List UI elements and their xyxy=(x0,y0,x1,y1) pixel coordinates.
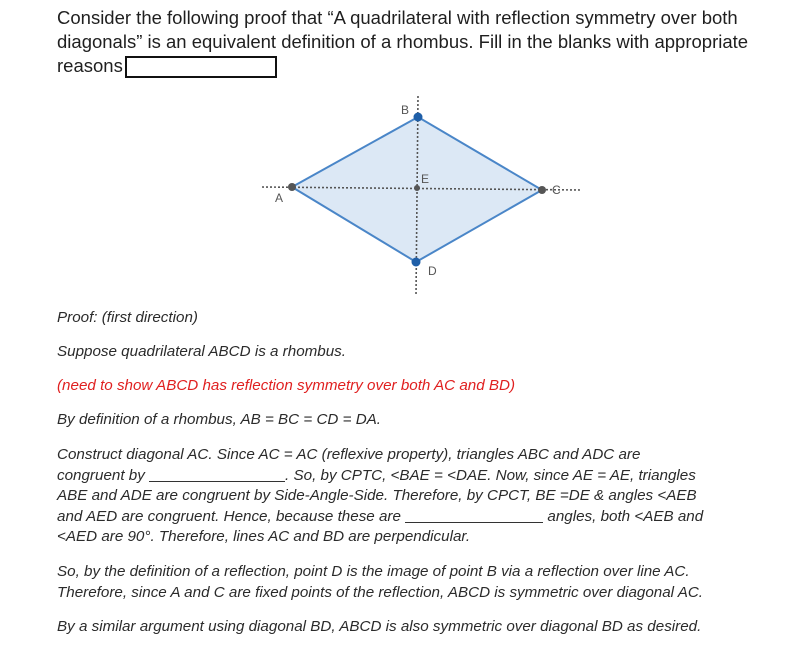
p2-line-1: So, by the definition of a reflection, point D is the image of point B via a reflection over line AC. xyxy=(57,563,690,580)
label-a: A xyxy=(275,191,284,205)
label-e: E xyxy=(421,172,430,186)
blank-1[interactable] xyxy=(149,467,285,482)
p1-line-1: Construct diagonal AC. Since AC = AC (reflexive property), triangles ABC and ADC are xyxy=(57,446,641,463)
p1-line-4-end: angles, both <AEB and xyxy=(547,507,704,525)
proof-closing: By a similar argument using diagonal BD, ABCD is also symmetric over diagonal BD as desired. xyxy=(57,618,702,635)
p1-line-4-start: and AED are congruent. Hence, because these are xyxy=(57,507,401,525)
proof-suppose: Suppose quadrilateral ABCD is a rhombus. xyxy=(57,343,346,360)
p2-line-2: Therefore, since A and C are fixed points of the reflection, ABCD is symmetric over diagonal AC. xyxy=(57,583,704,601)
label-c: C xyxy=(552,183,561,197)
proof-body xyxy=(57,0,787,652)
p1-line-4 xyxy=(57,507,777,528)
proof-paragraph-1 xyxy=(57,445,777,548)
proof-paragraph-2 xyxy=(57,562,777,603)
p1-line-2-end: . So, by CPTC, <BAE = <DAE. Now, since AE = AE, triangles xyxy=(285,466,696,484)
question-text: Consider the following proof that “A quadrilateral with reflection symmetry over both diagonals” is an equivalent definition of a rhombus. Fill in the blanks with appropriate reasons xyxy=(57,7,749,76)
proof-heading: Proof: (first direction) xyxy=(57,309,198,326)
proof-definition: By definition of a rhombus, AB = BC = CD = DA. xyxy=(57,411,382,428)
label-b: B xyxy=(401,103,410,117)
blank-2[interactable] xyxy=(405,508,543,523)
p1-line-2 xyxy=(57,466,777,487)
p1-line-5: <AED are 90°. Therefore, lines AC and BD are perpendicular. xyxy=(57,528,471,545)
p1-line-3: ABE and ADE are congruent by Side-Angle-Side. Therefore, by CPCT, BE =DE & angles <AEB xyxy=(57,487,697,504)
p1-line-2-start: congruent by xyxy=(57,466,145,484)
proof-goal: (need to show ABCD has reflection symmetry over both AC and BD) xyxy=(57,377,516,394)
label-d: D xyxy=(428,264,437,278)
